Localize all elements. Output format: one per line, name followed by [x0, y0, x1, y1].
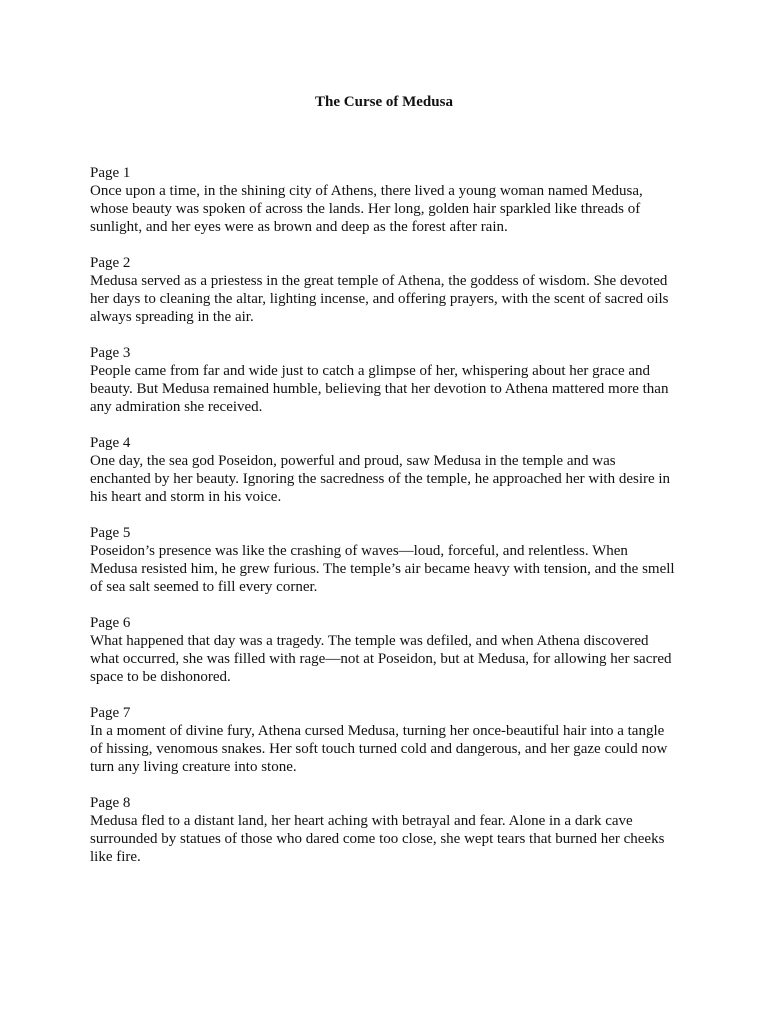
page-label: Page 2 — [90, 255, 131, 271]
page-label: Page 6 — [90, 615, 131, 631]
page-label: Page 7 — [90, 705, 131, 721]
page-text: Poseidon’s presence was like the crashing of waves—loud, forceful, and relentless. When Medusa resisted him, he grew furious. The temple’s air became heavy with tension, and the smell of sea salt seemed to fill every corner. — [90, 543, 675, 595]
page-label: Page 8 — [90, 795, 131, 811]
story-section-1 — [90, 164, 678, 236]
page-label: Page 3 — [90, 345, 131, 361]
page-text: Medusa fled to a distant land, her heart aching with betrayal and fear. Alone in a dark cave surrounded by statues of those who dared come too close, she wept tears that burned her cheeks like fire. — [90, 813, 665, 865]
page-text: One day, the sea god Poseidon, powerful and proud, saw Medusa in the temple and was enchanted by her beauty. Ignoring the sacredness of the temple, he approached her with desire in his heart and storm in his voice. — [90, 453, 671, 505]
page-label: Page 5 — [90, 525, 131, 541]
page-text: Once upon a time, in the shining city of Athens, there lived a young woman named Medusa, whose beauty was spoken of across the lands. Her long, golden hair sparkled like threads of sunlight, and her eyes were as brown and deep as the forest after rain. — [90, 183, 643, 235]
story-section-4 — [90, 434, 678, 506]
story-section-5 — [90, 524, 678, 596]
document-title: The Curse of Medusa — [315, 94, 453, 110]
page-text: In a moment of divine fury, Athena cursed Medusa, turning her once-beautiful hair into a tangle of hissing, venomous snakes. Her soft touch turned cold and dangerous, and her gaze could now turn any living creature into stone. — [90, 723, 668, 775]
story-section-3 — [90, 344, 678, 416]
story-section-7 — [90, 704, 678, 776]
story-section-6 — [90, 614, 678, 686]
page-text: Medusa served as a priestess in the great temple of Athena, the goddess of wisdom. She devoted her days to cleaning the altar, lighting incense, and offering prayers, with the scent of sacred oils always spreading in the air. — [90, 273, 669, 325]
page-label: Page 4 — [90, 435, 131, 451]
page-label: Page 1 — [90, 165, 131, 181]
page-text: What happened that day was a tragedy. The temple was defiled, and when Athena discovered what occurred, she was filled with rage—not at Poseidon, but at Medusa, for allowing her sacred space to be dishonored. — [90, 633, 672, 685]
page-text: People came from far and wide just to catch a glimpse of her, whispering about her grace and beauty. But Medusa remained humble, believing that her devotion to Athena mattered more than any admiration she received. — [90, 363, 669, 415]
story-section-2 — [90, 254, 678, 326]
story-section-8 — [90, 794, 678, 866]
